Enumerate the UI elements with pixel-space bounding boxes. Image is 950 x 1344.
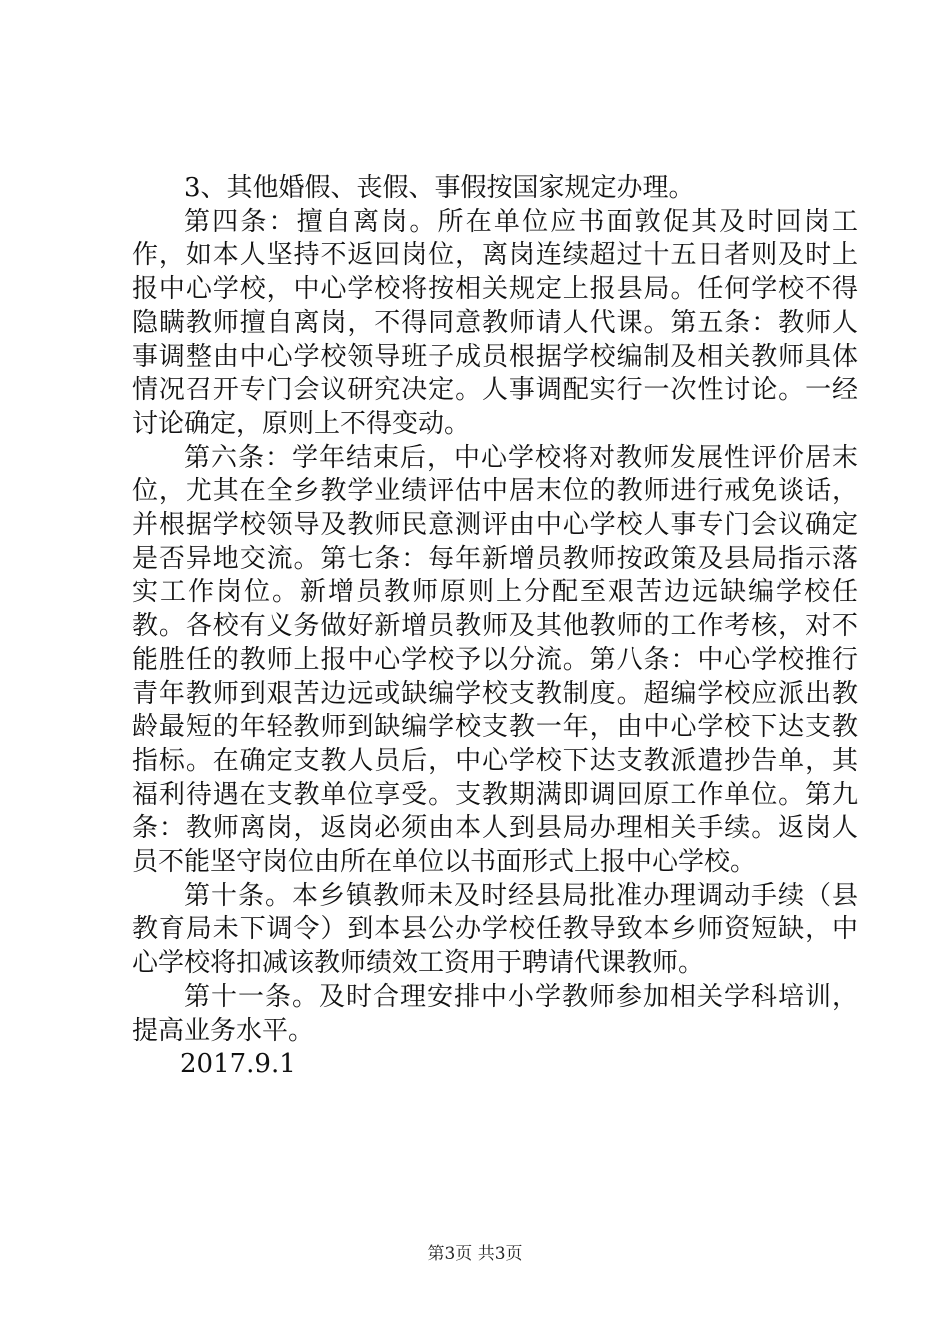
paragraph-4: 第十条。本乡镇教师未及时经县局批准办理调动手续（县教育局未下调令）到本县公办学校任教导致本乡师资短缺，中心学校将扣减该教师绩效工资用于聘请代课教师。 (132, 880, 858, 979)
paragraph-5: 第十一条。及时合理安排中小学教师参加相关学科培训，提高业务水平。 (132, 981, 858, 1046)
document-date: 2017.9.1 (180, 1049, 296, 1080)
paragraph-3: 第六条：学年结束后，中心学校将对教师发展性评价居末位，尤其在全乡教学业绩评估中居末位的教师进行戒免谈话，并根据学校领导及教师民意测评由中心学校人事专门会议确定是否异地交流。第七条：每年新增员教师按政策及县局指示落实工作岗位。新增员教师原则上分配至艰苦边远缺编学校任教。各校有义务做好新增员教师及其他教师的工作考核，对不能胜任的教师上报中心学校予以分流。第八条：中心学校推行青年教师到艰苦边远或缺编学校支教制度。超编学校应派出教龄最短的年轻教师到缺编学校支教一年，由中心学校下达支教指标。在确定支教人员后，中心学校下达支教派遣抄告单，其福利待遇在支教单位享受。支教期满即调回原工作单位。第九条：教师离岗，返岗必须由本人到县局办理相关手续。返岗人员不能坚守岗位由所在单位以书面形式上报中心学校。 (132, 442, 858, 878)
document-body (132, 172, 858, 1082)
page-footer: 第3页 共3页 (427, 1244, 523, 1264)
paragraph-1: 3、其他婚假、丧假、事假按国家规定办理。 (184, 173, 695, 203)
paragraph-2: 第四条：擅自离岗。所在单位应书面敦促其及时回岗工作，如本人坚持不返回岗位，离岗连续超过十五日者则及时上报中心学校，中心学校将按相关规定上报县局。任何学校不得隐瞒教师擅自离岗，不得同意教师请人代课。第五条：教师人事调整由中心学校领导班子成员根据学校编制及相关教师具体情况召开专门会议研究决定。人事调配实行一次性讨论。一经讨论确定，原则上不得变动。 (132, 206, 858, 439)
